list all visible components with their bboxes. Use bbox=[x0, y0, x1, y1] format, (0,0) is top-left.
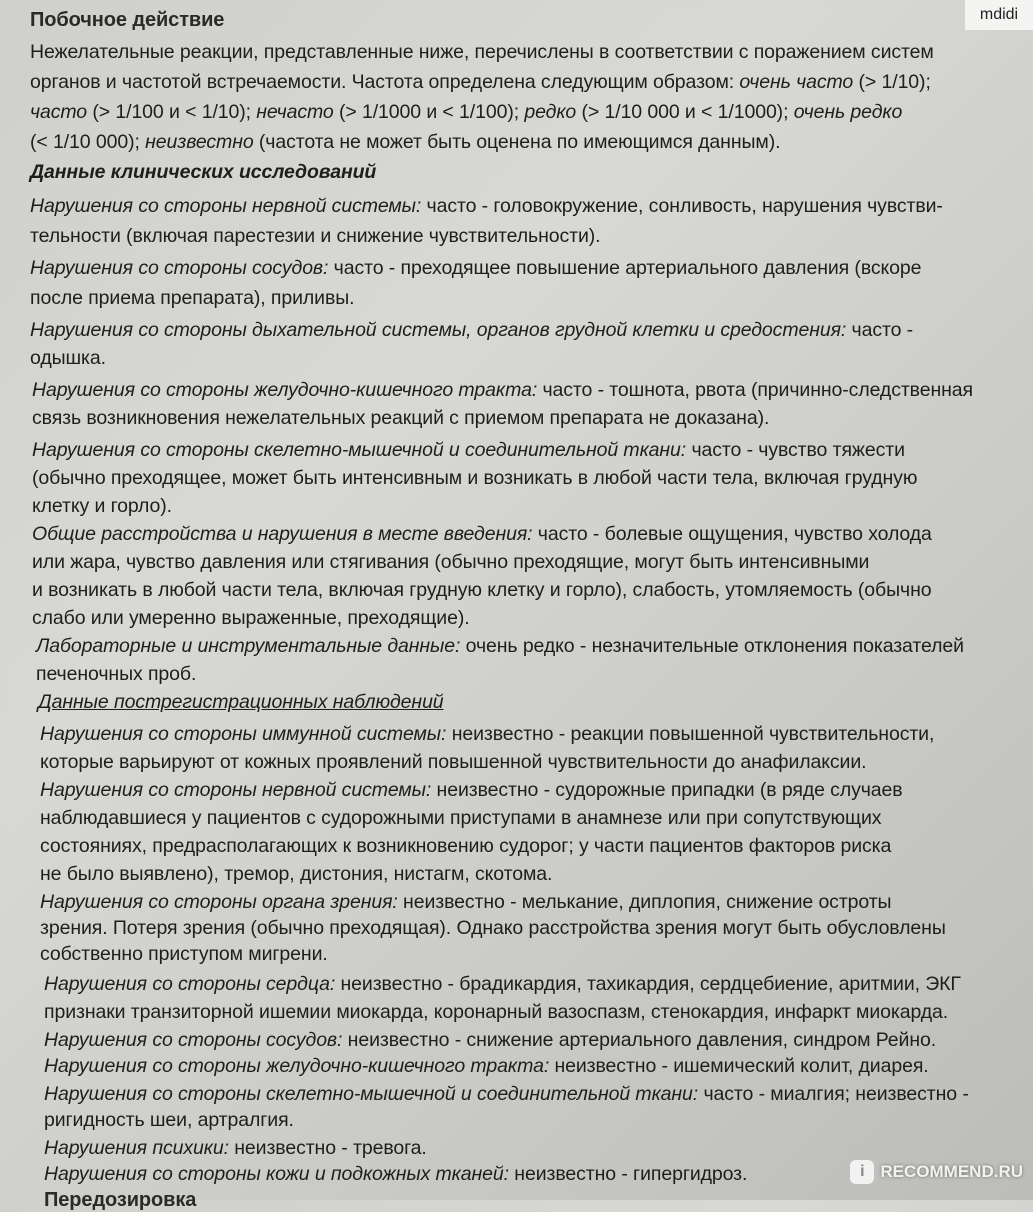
organ-class: Нарушения со стороны иммунной системы: bbox=[40, 723, 447, 745]
reaction-text: часто - миалгия; неизвестно - bbox=[698, 1083, 969, 1105]
organ-class: Нарушения со стороны нервной системы: bbox=[40, 779, 432, 801]
intro-text: (> 1/10 000 и < 1/1000); bbox=[576, 101, 794, 123]
reaction-text: неизвестно - ишемический колит, диарея. bbox=[549, 1055, 929, 1077]
post-3-line-1 bbox=[40, 890, 891, 914]
clinical-7-line-2: печеночных проб. bbox=[36, 663, 197, 685]
clinical-2-line-2: после приема препарата), приливы. bbox=[30, 287, 355, 309]
post-7-line-2: ригидность шеи, артралгия. bbox=[44, 1109, 294, 1131]
post-2-line-3: состояниях, предрасполагающих к возникновению судорог; у части пациентов факторов риска bbox=[40, 835, 892, 857]
post-8-line-1 bbox=[44, 1136, 427, 1160]
clinical-1-line-2: тельности (включая парестезии и снижение чувствительности). bbox=[30, 225, 601, 247]
reaction-text: очень редко - незначительные отклонения показателей bbox=[460, 635, 964, 657]
section-heading: Побочное действие bbox=[30, 9, 225, 31]
intro-line-3 bbox=[30, 100, 902, 124]
clinical-3-line-1 bbox=[30, 318, 913, 342]
reaction-text: неизвестно - судорожные припадки (в ряде случаев bbox=[431, 779, 903, 801]
clinical-4-line-2: связь возникновения нежелательных реакций с приемом препарата не доказана). bbox=[32, 407, 770, 429]
post-6-line-1 bbox=[44, 1054, 929, 1078]
reaction-text: неизвестно - реакции повышенной чувствительности, bbox=[446, 723, 935, 745]
post-2-line-2: наблюдавшиеся у пациентов с судорожными приступами в анамнезе или при сопутствующих bbox=[40, 807, 882, 829]
organ-class: Нарушения со стороны желудочно-кишечного тракта: bbox=[32, 379, 538, 401]
post-4-line-1 bbox=[44, 972, 961, 996]
reaction-text: часто - bbox=[846, 319, 914, 341]
organ-class: Нарушения со стороны сосудов: bbox=[44, 1029, 343, 1051]
clinical-1-line-1 bbox=[30, 194, 943, 218]
intro-line-4 bbox=[30, 130, 780, 154]
clinical-3-line-2: одышка. bbox=[30, 347, 106, 369]
post-7-line-1 bbox=[44, 1082, 969, 1106]
intro-text: (< 1/10 000); bbox=[30, 131, 146, 153]
reaction-text: неизвестно - тревога. bbox=[228, 1137, 427, 1159]
reaction-text: часто - болевые ощущения, чувство холода bbox=[532, 523, 932, 545]
post-2-line-4: не было выявлено), тремор, дистония, нистагм, скотома. bbox=[40, 863, 553, 885]
organ-class: Общие расстройства и нарушения в месте введения: bbox=[32, 523, 533, 545]
post-1-line-1 bbox=[40, 722, 934, 746]
clinical-5-line-1 bbox=[32, 438, 905, 462]
organ-class: Нарушения со стороны скелетно-мышечной и соединительной ткани: bbox=[44, 1083, 699, 1105]
watermark-bottom-text: RECOMMEND.RU bbox=[880, 1162, 1023, 1181]
post-3-line-3: собственно приступом мигрени. bbox=[40, 943, 328, 965]
organ-class: Нарушения со стороны сердца: bbox=[44, 973, 336, 995]
post-1-line-2: которые варьируют от кожных проявлений повышенной чувствительности до анафилаксии. bbox=[40, 751, 867, 773]
clinical-7-line-1 bbox=[36, 634, 964, 658]
clinical-5-line-3: клетку и горло). bbox=[32, 495, 172, 517]
clinical-5-line-2: (обычно преходящее, может быть интенсивным и возникать в любой части тела, включая грудную bbox=[32, 467, 918, 489]
organ-class: Нарушения со стороны скелетно-мышечной и соединительной ткани: bbox=[32, 439, 687, 461]
organ-class: Нарушения со стороны органа зрения: bbox=[40, 891, 398, 913]
reaction-text: часто - тошнота, рвота (причинно-следственная bbox=[537, 379, 974, 401]
organ-class: Нарушения со стороны желудочно-кишечного тракта: bbox=[44, 1055, 550, 1077]
recommend-logo-icon: i bbox=[850, 1160, 874, 1184]
reaction-text: неизвестно - гипергидроз. bbox=[508, 1163, 748, 1185]
intro-text: органов и частотой встречаемости. Частота определена следующим образом: bbox=[30, 71, 735, 93]
post-5-line-1 bbox=[44, 1028, 936, 1052]
clinical-title: Данные клинических исследований bbox=[30, 161, 377, 183]
reaction-text: часто - преходящее повышение артериального давления (вскоре bbox=[328, 257, 922, 279]
reaction-text: часто - головокружение, сонливость, нарушения чувстви- bbox=[421, 195, 943, 217]
watermark-bottom bbox=[850, 1154, 1023, 1190]
post-title-text: Данные пострегистрационных наблюдений bbox=[38, 691, 444, 713]
intro-text: (частота не может быть оценена по имеющимся данным). bbox=[253, 131, 781, 153]
reaction-text: неизвестно - брадикардия, тахикардия, сердцебиение, аритмии, ЭКГ bbox=[335, 973, 961, 995]
intro-text: (> 1/10); bbox=[853, 71, 931, 93]
intro-text: (> 1/100 и < 1/10); bbox=[87, 101, 257, 123]
post-9-line-1 bbox=[44, 1162, 747, 1186]
clinical-4-line-1 bbox=[32, 378, 973, 402]
clinical-6-line-1 bbox=[32, 522, 932, 546]
clinical-6-line-3: и возникать в любой части тела, включая грудную клетку и горло), слабость, утомляемость (обычно bbox=[32, 579, 932, 601]
freq-very-often: очень часто bbox=[739, 71, 854, 93]
clinical-6-line-4: слабо или умеренно выраженные, преходящие). bbox=[32, 607, 470, 629]
post-3-line-2: зрения. Потеря зрения (обычно преходящая). Однако расстройства зрения могут быть обусловлены bbox=[40, 917, 946, 939]
organ-class: Нарушения со стороны кожи и подкожных тканей: bbox=[44, 1163, 509, 1185]
freq-very-rare: очень редко bbox=[793, 101, 903, 123]
freq-unknown: неизвестно bbox=[145, 131, 254, 153]
organ-class: Лабораторные и инструментальные данные: bbox=[36, 635, 461, 657]
organ-class: Нарушения со стороны нервной системы: bbox=[30, 195, 422, 217]
clinical-6-line-2: или жара, чувство давления или стягивания (обычно преходящие, могут быть интенсивными bbox=[32, 551, 870, 573]
next-section-heading-cut: Передозировка bbox=[44, 1189, 197, 1211]
organ-class: Нарушения со стороны дыхательной системы, органов грудной клетки и средостения: bbox=[30, 319, 847, 341]
clinical-2-line-1 bbox=[30, 256, 921, 280]
post-title bbox=[38, 690, 444, 714]
reaction-text: неизвестно - мелькание, диплопия, снижение остроты bbox=[397, 891, 892, 913]
freq-uncommon: нечасто bbox=[256, 101, 334, 123]
freq-rare: редко bbox=[524, 101, 577, 123]
organ-class: Нарушения со стороны сосудов: bbox=[30, 257, 329, 279]
watermark-top: mdidi bbox=[965, 0, 1033, 30]
reaction-text: часто - чувство тяжести bbox=[686, 439, 905, 461]
post-2-line-1 bbox=[40, 778, 903, 802]
organ-class: Нарушения психики: bbox=[44, 1137, 229, 1159]
freq-often: часто bbox=[30, 101, 88, 123]
post-4-line-2: признаки транзиторной ишемии миокарда, коронарный вазоспазм, стенокардия, инфаркт миокарда. bbox=[44, 1001, 949, 1023]
reaction-text: неизвестно - снижение артериального давления, синдром Рейно. bbox=[342, 1029, 937, 1051]
intro-text: (> 1/1000 и < 1/100); bbox=[333, 101, 525, 123]
intro-line-1: Нежелательные реакции, представленные ниже, перечислены в соответствии с поражением систем bbox=[30, 41, 934, 63]
intro-line-2 bbox=[30, 70, 931, 94]
